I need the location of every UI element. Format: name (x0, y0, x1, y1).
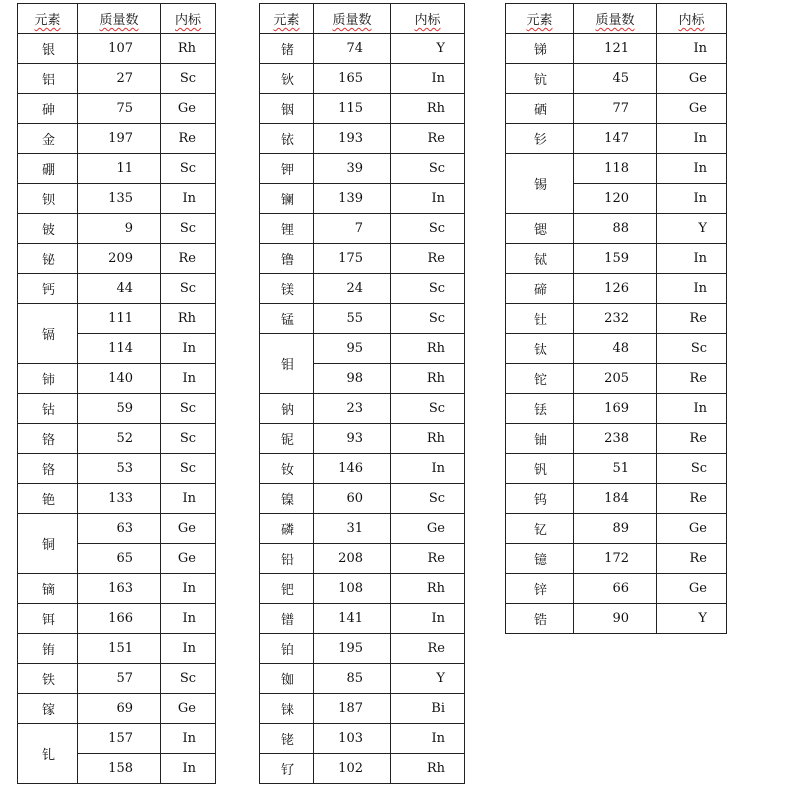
table-row (18, 514, 216, 544)
internal-standard-cell: Re (657, 364, 727, 394)
mass-number-cell: 114 (78, 334, 161, 364)
table-body (506, 4, 727, 634)
element-cell: 锗 (260, 34, 314, 64)
mass-number-cell: 9 (78, 214, 161, 244)
mass-number-cell: 31 (314, 514, 391, 544)
element-cell: 钴 (18, 394, 78, 424)
element-cell: 铝 (18, 64, 78, 94)
mass-number-cell: 53 (78, 454, 161, 484)
internal-standard-cell: Sc (391, 274, 465, 304)
element-cell: 铒 (18, 604, 78, 634)
element-cell: 镍 (260, 484, 314, 514)
internal-standard-cell: Sc (161, 454, 216, 484)
mass-number-cell: 57 (78, 664, 161, 694)
element-cell: 钇 (506, 514, 574, 544)
mass-number-cell: 140 (78, 364, 161, 394)
mass-number-cell: 63 (78, 514, 161, 544)
mass-number-cell: 51 (574, 454, 657, 484)
internal-standard-cell: In (657, 274, 727, 304)
internal-standard-cell: Rh (391, 574, 465, 604)
header-internal-standard: 内标 (391, 4, 465, 34)
element-cell: 铊 (506, 364, 574, 394)
internal-standard-cell: In (391, 604, 465, 634)
table-row (260, 724, 465, 754)
mass-number-cell: 103 (314, 724, 391, 754)
table-row (506, 394, 727, 424)
table-row (260, 424, 465, 454)
internal-standard-cell: In (657, 394, 727, 424)
table-row (18, 124, 216, 154)
table-row (260, 574, 465, 604)
table-row (260, 244, 465, 274)
mass-number-cell: 27 (78, 64, 161, 94)
table-row (18, 34, 216, 64)
table-row (260, 214, 465, 244)
mass-number-cell: 184 (574, 484, 657, 514)
internal-standard-cell: Re (161, 124, 216, 154)
internal-standard-cell: In (391, 64, 465, 94)
mass-number-cell: 118 (574, 154, 657, 184)
element-cell: 铬 (18, 424, 78, 454)
mass-number-cell: 141 (314, 604, 391, 634)
element-cell: 硼 (18, 154, 78, 184)
element-cell: 金 (18, 124, 78, 154)
internal-standard-cell: In (161, 184, 216, 214)
internal-standard-cell: In (391, 724, 465, 754)
element-cell: 铅 (260, 544, 314, 574)
element-cell: 铕 (18, 634, 78, 664)
table-row (18, 484, 216, 514)
mass-number-cell: 102 (314, 754, 391, 784)
internal-standard-cell: In (161, 604, 216, 634)
element-cell: 钒 (506, 454, 574, 484)
table-row (260, 274, 465, 304)
mass-number-cell: 75 (78, 94, 161, 124)
mass-number-cell: 98 (314, 364, 391, 394)
mass-number-cell: 121 (574, 34, 657, 64)
internal-standard-cell: Sc (391, 154, 465, 184)
element-cell: 铈 (18, 364, 78, 394)
internal-standard-cell: Ge (161, 514, 216, 544)
internal-standard-cell: Ge (657, 64, 727, 94)
mass-number-cell: 90 (574, 604, 657, 634)
table-row (260, 184, 465, 214)
table-row (506, 94, 727, 124)
mass-number-cell: 7 (314, 214, 391, 244)
mass-number-cell: 146 (314, 454, 391, 484)
element-cell: 铽 (506, 244, 574, 274)
element-cell: 钍 (506, 304, 574, 334)
table-row (18, 394, 216, 424)
element-cell: 砷 (18, 94, 78, 124)
table-row (506, 364, 727, 394)
internal-standard-cell: In (657, 184, 727, 214)
element-cell: 锑 (506, 34, 574, 64)
internal-standard-cell: Rh (391, 334, 465, 364)
element-cell: 镁 (260, 274, 314, 304)
mass-number-cell: 59 (78, 394, 161, 424)
element-cell: 镓 (18, 694, 78, 724)
mass-number-cell: 39 (314, 154, 391, 184)
table-row (506, 604, 727, 634)
internal-standard-cell: Y (391, 34, 465, 64)
header-row (506, 4, 727, 34)
table-row (506, 334, 727, 364)
table-row (18, 274, 216, 304)
internal-standard-cell: Sc (161, 154, 216, 184)
element-cell: 铬 (18, 454, 78, 484)
internal-standard-cell: Rh (391, 94, 465, 124)
table-row (260, 334, 465, 364)
internal-standard-cell: Ge (657, 574, 727, 604)
mass-number-cell: 93 (314, 424, 391, 454)
element-table-3 (505, 3, 727, 634)
mass-number-cell: 48 (574, 334, 657, 364)
element-cell: 铱 (260, 124, 314, 154)
mass-number-cell: 151 (78, 634, 161, 664)
table-row (260, 34, 465, 64)
element-cell: 铁 (18, 664, 78, 694)
internal-standard-cell: In (657, 244, 727, 274)
internal-standard-cell: In (391, 454, 465, 484)
table-row (506, 274, 727, 304)
table-row (18, 94, 216, 124)
internal-standard-cell: Rh (161, 304, 216, 334)
mass-number-cell: 44 (78, 274, 161, 304)
internal-standard-cell: Re (657, 484, 727, 514)
internal-standard-cell: In (161, 574, 216, 604)
mass-number-cell: 159 (574, 244, 657, 274)
element-cell: 铀 (506, 424, 574, 454)
mass-number-cell: 147 (574, 124, 657, 154)
mass-number-cell: 52 (78, 424, 161, 454)
internal-standard-cell: Sc (391, 304, 465, 334)
internal-standard-cell: In (657, 34, 727, 64)
element-cell: 铋 (18, 244, 78, 274)
element-cell: 铑 (260, 724, 314, 754)
internal-standard-cell: Ge (657, 94, 727, 124)
element-cell: 钡 (18, 184, 78, 214)
table-row (18, 724, 216, 754)
mass-number-cell: 126 (574, 274, 657, 304)
table-row (506, 484, 727, 514)
mass-number-cell: 24 (314, 274, 391, 304)
internal-standard-cell: Ge (391, 514, 465, 544)
mass-number-cell: 65 (78, 544, 161, 574)
element-cell: 镧 (260, 184, 314, 214)
element-cell: 钐 (506, 124, 574, 154)
table-row (506, 124, 727, 154)
element-cell: 钨 (506, 484, 574, 514)
mass-number-cell: 95 (314, 334, 391, 364)
mass-number-cell: 209 (78, 244, 161, 274)
mass-number-cell: 195 (314, 634, 391, 664)
internal-standard-cell: Sc (391, 214, 465, 244)
internal-standard-cell: Rh (161, 34, 216, 64)
internal-standard-cell: Re (391, 244, 465, 274)
element-cell: 锶 (506, 214, 574, 244)
mass-number-cell: 115 (314, 94, 391, 124)
element-cell: 镨 (260, 604, 314, 634)
element-cell: 铟 (260, 94, 314, 124)
mass-number-cell: 166 (78, 604, 161, 634)
mass-number-cell: 232 (574, 304, 657, 334)
element-cell: 铌 (260, 424, 314, 454)
internal-standard-cell: Re (391, 124, 465, 154)
mass-number-cell: 135 (78, 184, 161, 214)
element-cell: 钪 (506, 64, 574, 94)
mass-number-cell: 197 (78, 124, 161, 154)
internal-standard-cell: Re (657, 424, 727, 454)
table-row (506, 214, 727, 244)
internal-standard-cell: In (161, 484, 216, 514)
element-cell: 铼 (260, 694, 314, 724)
element-cell: 锡 (506, 154, 574, 214)
table-row (506, 244, 727, 274)
table-row (18, 214, 216, 244)
element-table-2 (259, 3, 465, 784)
element-cell: 铂 (260, 634, 314, 664)
element-cell: 镱 (506, 544, 574, 574)
table-row (260, 124, 465, 154)
mass-number-cell: 157 (78, 724, 161, 754)
internal-standard-cell: Sc (161, 64, 216, 94)
table-row (506, 424, 727, 454)
table-body (18, 4, 216, 784)
element-cell: 锰 (260, 304, 314, 334)
mass-number-cell: 66 (574, 574, 657, 604)
mass-number-cell: 55 (314, 304, 391, 334)
header-element: 元素 (260, 4, 314, 34)
mass-number-cell: 89 (574, 514, 657, 544)
mass-number-cell: 163 (78, 574, 161, 604)
internal-standard-cell: Sc (161, 394, 216, 424)
element-cell: 锆 (506, 604, 574, 634)
table-row (18, 424, 216, 454)
mass-number-cell: 74 (314, 34, 391, 64)
internal-standard-cell: Y (657, 214, 727, 244)
element-cell: 钯 (260, 574, 314, 604)
table-row (260, 484, 465, 514)
element-cell: 钬 (260, 64, 314, 94)
internal-standard-cell: Re (391, 634, 465, 664)
element-cell: 钙 (18, 274, 78, 304)
table-row (18, 184, 216, 214)
internal-standard-cell: Sc (161, 214, 216, 244)
element-cell: 铯 (18, 484, 78, 514)
mass-number-cell: 60 (314, 484, 391, 514)
mass-number-cell: 45 (574, 64, 657, 94)
mass-number-cell: 208 (314, 544, 391, 574)
mass-number-cell: 139 (314, 184, 391, 214)
internal-standard-cell: Bi (391, 694, 465, 724)
internal-standard-cell: In (391, 184, 465, 214)
mass-number-cell: 108 (314, 574, 391, 604)
table-row (18, 694, 216, 724)
internal-standard-cell: Re (161, 244, 216, 274)
mass-number-cell: 69 (78, 694, 161, 724)
internal-standard-cell: Re (657, 304, 727, 334)
header-element: 元素 (18, 4, 78, 34)
table-row (260, 634, 465, 664)
table-row (18, 64, 216, 94)
mass-number-cell: 165 (314, 64, 391, 94)
header-internal-standard: 内标 (161, 4, 216, 34)
table-row (260, 154, 465, 184)
mass-number-cell: 133 (78, 484, 161, 514)
internal-standard-cell: Re (657, 544, 727, 574)
table-row (260, 94, 465, 124)
element-cell: 铥 (506, 394, 574, 424)
table-row (18, 244, 216, 274)
table-row (506, 34, 727, 64)
element-cell: 银 (18, 34, 78, 64)
mass-number-cell: 169 (574, 394, 657, 424)
mass-number-cell: 23 (314, 394, 391, 424)
element-cell: 钕 (260, 454, 314, 484)
internal-standard-cell: In (161, 334, 216, 364)
mass-number-cell: 85 (314, 664, 391, 694)
table-row (18, 604, 216, 634)
internal-standard-cell: Y (657, 604, 727, 634)
internal-standard-cell: Rh (391, 754, 465, 784)
internal-standard-cell: In (161, 634, 216, 664)
table-row (18, 664, 216, 694)
internal-standard-cell: In (657, 154, 727, 184)
header-mass-number: 质量数 (574, 4, 657, 34)
table-row (506, 454, 727, 484)
internal-standard-cell: Ge (161, 694, 216, 724)
element-table-1 (17, 3, 216, 784)
element-cell: 钌 (260, 754, 314, 784)
mass-number-cell: 193 (314, 124, 391, 154)
table-row (260, 754, 465, 784)
table-body (260, 4, 465, 784)
table-row (260, 394, 465, 424)
internal-standard-cell: Sc (161, 664, 216, 694)
internal-standard-cell: Rh (391, 424, 465, 454)
table-row (260, 604, 465, 634)
header-mass-number: 质量数 (78, 4, 161, 34)
mass-number-cell: 111 (78, 304, 161, 334)
element-cell: 钼 (260, 334, 314, 394)
table-row (260, 304, 465, 334)
internal-standard-cell: Ge (161, 544, 216, 574)
element-cell: 钠 (260, 394, 314, 424)
table-row (260, 694, 465, 724)
mass-number-cell: 205 (574, 364, 657, 394)
internal-standard-cell: Ge (161, 94, 216, 124)
table-row (18, 304, 216, 334)
table-row (260, 664, 465, 694)
table-row (506, 64, 727, 94)
element-cell: 锂 (260, 214, 314, 244)
mass-number-cell: 238 (574, 424, 657, 454)
header-row (18, 4, 216, 34)
internal-standard-cell: In (161, 754, 216, 784)
header-internal-standard: 内标 (657, 4, 727, 34)
table-row (260, 64, 465, 94)
internal-standard-cell: Sc (657, 334, 727, 364)
element-cell: 铜 (18, 514, 78, 574)
internal-standard-cell: Sc (161, 424, 216, 454)
internal-standard-cell: Y (391, 664, 465, 694)
mass-number-cell: 11 (78, 154, 161, 184)
table-row (18, 154, 216, 184)
mass-number-cell: 77 (574, 94, 657, 124)
internal-standard-cell: Sc (391, 394, 465, 424)
table-row (506, 514, 727, 544)
element-cell: 铷 (260, 664, 314, 694)
header-row (260, 4, 465, 34)
table-row (18, 454, 216, 484)
internal-standard-cell: Sc (161, 274, 216, 304)
mass-number-cell: 175 (314, 244, 391, 274)
element-cell: 镉 (18, 304, 78, 364)
element-cell: 钆 (18, 724, 78, 784)
element-cell: 钾 (260, 154, 314, 184)
internal-standard-cell: Re (391, 544, 465, 574)
element-cell: 铍 (18, 214, 78, 244)
table-row (260, 454, 465, 484)
internal-standard-cell: In (161, 724, 216, 754)
mass-number-cell: 187 (314, 694, 391, 724)
table-row (506, 544, 727, 574)
internal-standard-cell: In (161, 364, 216, 394)
mass-number-cell: 158 (78, 754, 161, 784)
element-cell: 磷 (260, 514, 314, 544)
internal-standard-cell: Ge (657, 514, 727, 544)
element-cell: 锌 (506, 574, 574, 604)
table-row (506, 154, 727, 184)
element-cell: 碲 (506, 274, 574, 304)
internal-standard-cell: In (657, 124, 727, 154)
table-row (260, 544, 465, 574)
table-row (18, 634, 216, 664)
header-element: 元素 (506, 4, 574, 34)
table-row (260, 514, 465, 544)
element-cell: 镥 (260, 244, 314, 274)
element-cell: 硒 (506, 94, 574, 124)
element-cell: 钛 (506, 334, 574, 364)
internal-standard-cell: Rh (391, 364, 465, 394)
table-row (506, 574, 727, 604)
table-row (18, 364, 216, 394)
mass-number-cell: 88 (574, 214, 657, 244)
element-cell: 镝 (18, 574, 78, 604)
header-mass-number: 质量数 (314, 4, 391, 34)
internal-standard-cell: Sc (391, 484, 465, 514)
table-row (18, 574, 216, 604)
mass-number-cell: 120 (574, 184, 657, 214)
mass-number-cell: 107 (78, 34, 161, 64)
internal-standard-cell: Sc (657, 454, 727, 484)
table-row (506, 304, 727, 334)
mass-number-cell: 172 (574, 544, 657, 574)
